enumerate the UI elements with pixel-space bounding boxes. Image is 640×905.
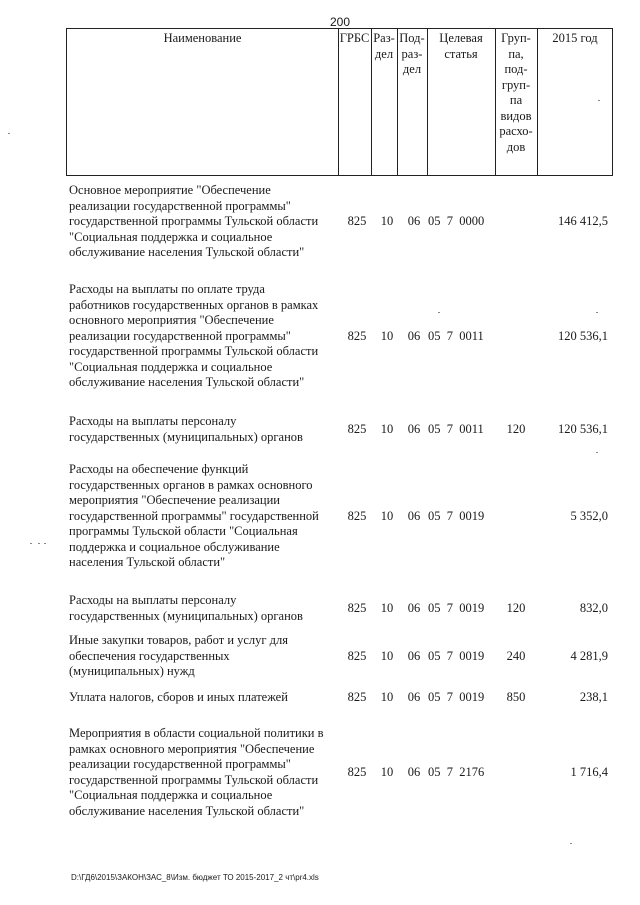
row-tselevaya-statya: 05 7 0019 [428,601,485,615]
header-vid-raskhodov: Груп- па, под- груп- па видов расхо- дов [499,31,533,154]
row-tselevaya-statya: 05 7 0019 [428,690,485,704]
scan-speck [438,312,440,313]
row-razdel: 10 [380,690,394,704]
row-name: Иные закупки товаров, работ и услуг для обеспечения государственных (муниципальных) нужд [69,633,289,678]
column-divider [537,29,538,175]
scan-speck [596,312,598,313]
row-amount: 120 536,1 [558,329,608,343]
row-grbs: 825 [347,329,367,343]
row-podrazdel: 06 [407,509,421,523]
row-amount: 146 412,5 [558,214,608,228]
row-vid: 120 [506,422,526,436]
row-grbs: 825 [347,214,367,228]
row-amount: 120 536,1 [558,422,608,436]
scan-speck [30,543,32,544]
file-path-footer: D:\ГД6\2015\ЗАКОН\ЗАС_8\Изм. бюджет ТО 2015-2017_2 чт\pr4.xls [71,873,319,882]
row-vid: 850 [506,690,526,704]
row-podrazdel: 06 [407,690,421,704]
row-name: Мероприятия в области социальной политики в рамках основного мероприятия "Обеспечение реализации государственной программы" государственной программы Тульской области "Социальная поддержка и социальное обслуживание населения Тульской области" [69,726,324,818]
row-razdel: 10 [380,214,394,228]
row-vid: 240 [506,649,526,663]
row-razdel: 10 [380,649,394,663]
row-podrazdel: 06 [407,765,421,779]
row-podrazdel: 06 [407,329,421,343]
row-amount: 5 352,0 [570,509,608,523]
row-grbs: 825 [347,509,367,523]
row-podrazdel: 06 [407,422,421,436]
row-amount: 238,1 [579,690,608,704]
row-amount: 4 281,9 [570,649,608,663]
header-year: 2015 год [552,31,598,45]
header-razdel: Раз- дел [373,31,395,61]
row-razdel: 10 [380,601,394,615]
row-name: Основное мероприятие "Обеспечение реализации государственной программы" государственной программы Тульской области "Социальная поддержка и социальное обслуживание населения Тульской области" [69,183,319,259]
table-header [66,28,613,176]
row-tselevaya-statya: 05 7 0019 [428,509,485,523]
scan-speck [8,133,10,134]
row-podrazdel: 06 [407,601,421,615]
row-razdel: 10 [380,422,394,436]
row-podrazdel: 06 [407,214,421,228]
row-name: Расходы на выплаты персоналу государственных (муниципальных) органов [69,593,303,623]
scan-speck [570,843,572,844]
row-name: Расходы на выплаты персоналу государственных (муниципальных) органов [69,414,303,444]
row-grbs: 825 [347,601,367,615]
row-amount: 1 716,4 [570,765,608,779]
header-tselevaya-statya: Целевая статья [439,31,483,61]
row-razdel: 10 [380,329,394,343]
scan-speck [596,452,598,453]
row-podrazdel: 06 [407,649,421,663]
header-grbs: ГРБС [339,31,370,45]
page-number: 200 [329,15,351,29]
row-grbs: 825 [347,649,367,663]
row-tselevaya-statya: 05 7 0000 [428,214,485,228]
row-tselevaya-statya: 05 7 2176 [428,765,485,779]
scan-speck [598,100,600,101]
row-tselevaya-statya: 05 7 0011 [428,329,484,343]
header-name: Наименование [163,31,242,45]
row-razdel: 10 [380,509,394,523]
row-grbs: 825 [347,690,367,704]
row-amount: 832,0 [579,601,608,615]
scan-speck [38,543,40,544]
row-tselevaya-statya: 05 7 0019 [428,649,485,663]
row-name: Расходы на выплаты по оплате труда работников государственных органов в рамках основного мероприятия "Обеспечение реализации государственной программы" государственной программы Тульской области "Социальная поддержка и социальное обслуживание населения Тульской области" [69,282,319,389]
row-name: Уплата налогов, сборов и иных платежей [69,690,288,704]
row-vid: 120 [506,601,526,615]
header-podrazdel: Под- раз- дел [399,31,425,76]
row-razdel: 10 [380,765,394,779]
column-divider [338,29,339,175]
row-name: Расходы на обеспечение функций государственных органов в рамках основного мероприятия "Обеспечение реализации государственной программы" государственной программы Тульской области "Социальная поддержка и социальное обслуживание населения Тульской области" [69,462,319,569]
scan-speck [44,543,46,544]
row-grbs: 825 [347,422,367,436]
row-tselevaya-statya: 05 7 0011 [428,422,484,436]
row-grbs: 825 [347,765,367,779]
